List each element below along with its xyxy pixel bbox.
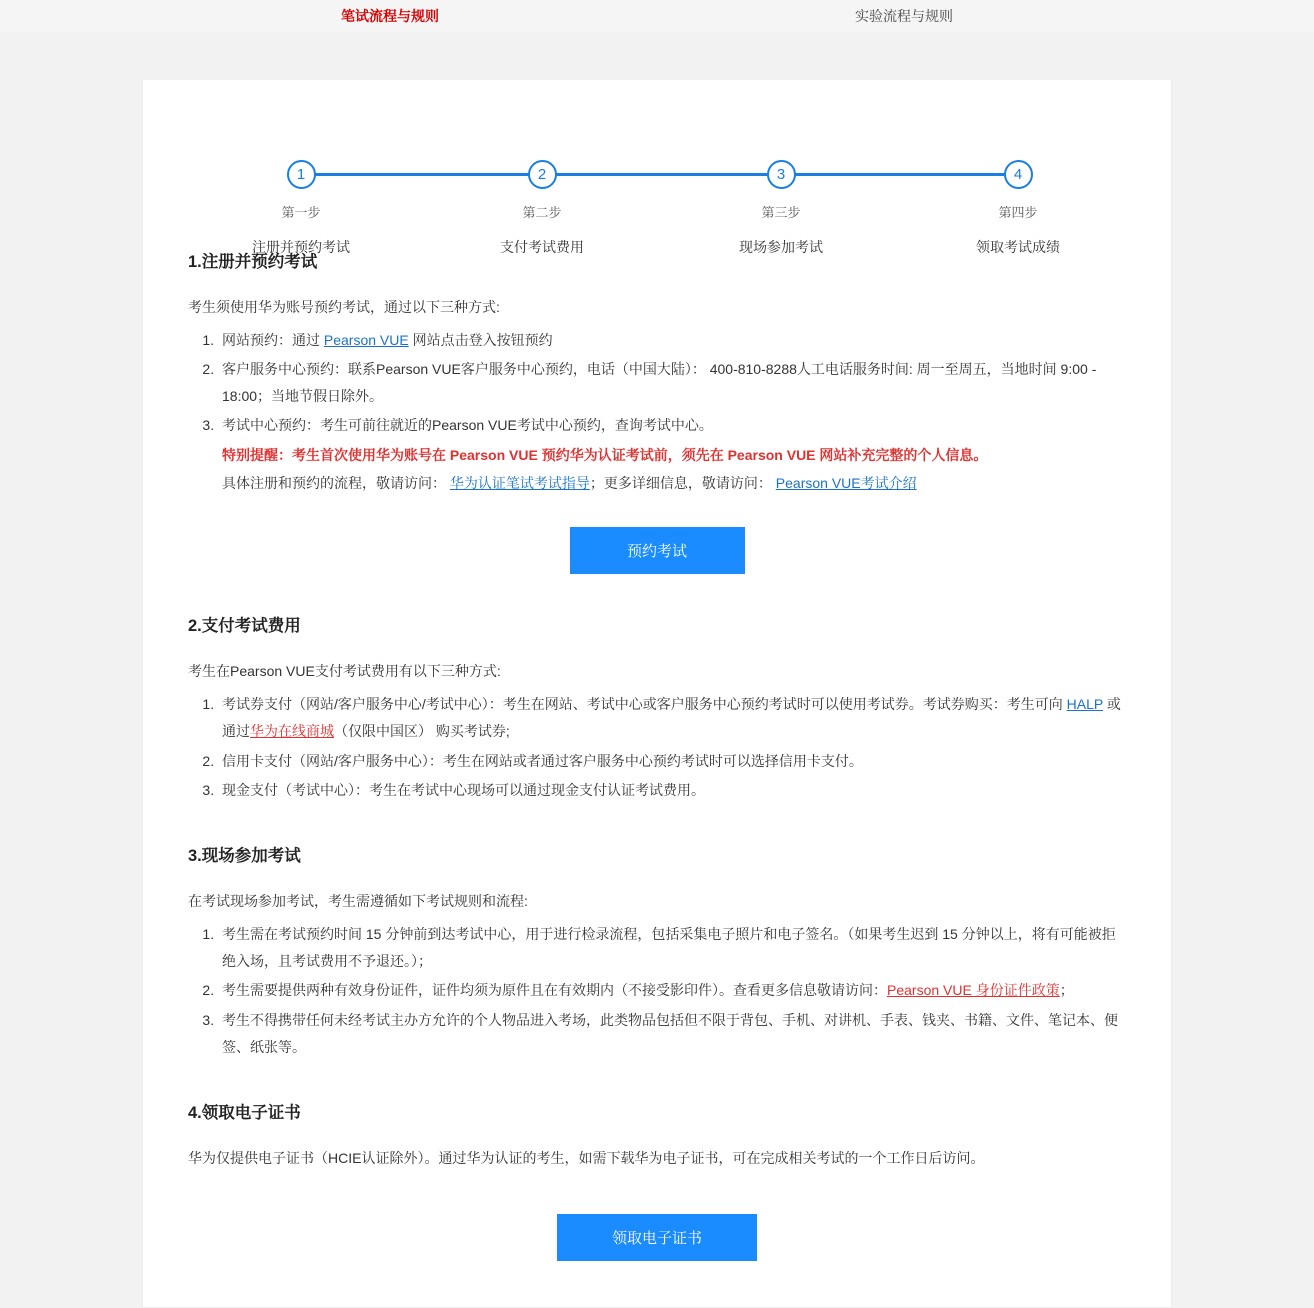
stepper-step-1 <box>221 160 381 257</box>
section-1-subnote <box>222 470 1126 497</box>
section-1-intro: 考生须使用华为账号预约考试，通过以下三种方式: <box>188 299 500 315</box>
stepper-step-2 <box>462 160 622 257</box>
written-exam-guide-link[interactable]: 华为认证笔试考试指导 <box>449 475 590 492</box>
section-3-list <box>188 921 1126 1061</box>
section-1-item3: 考试中心预约：考生可前往就近的Pearson VUE考试中心预约，查询考试中心。 <box>222 417 713 434</box>
page-card <box>142 80 1172 1308</box>
list-item: 3. 现金支付（考试中心）：考生在考试中心现场可以通过现金支付认证考试费用。 <box>218 777 1126 804</box>
step-2-number: 2 <box>528 160 557 189</box>
step-4-name: 第四步 <box>998 205 1038 220</box>
step-3-name: 第三步 <box>761 205 801 220</box>
section-3-title: 3.现场参加考试 <box>188 847 301 866</box>
tab-bar <box>0 0 1314 32</box>
list-item <box>218 327 1126 354</box>
section-2-item1-post: （仅限中国区） 购买考试券; <box>334 723 510 740</box>
pearson-vue-id-policy-link[interactable]: Pearson VUE 身份证件政策 <box>887 982 1060 999</box>
section-1-item1-pre: 网站预约：通过 <box>222 331 324 348</box>
section-2-item1-mid: 或通过 <box>222 695 1121 740</box>
list-item <box>218 977 1126 1004</box>
section-1-item1-post: 网站点击登入按钮预约 <box>408 331 553 348</box>
step-3-number: 3 <box>767 160 796 189</box>
get-certificate-button[interactable]: 领取电子证书 <box>557 1214 757 1261</box>
step-2-desc: 支付考试费用 <box>500 239 584 255</box>
step-2-name: 第二步 <box>522 205 562 220</box>
list-item: 1. 考生需在考试预约时间 15 分钟前到达考试中心，用于进行检录流程，包括采集电子照片和电子签名。（如果考生迟到 15 分钟以上，将有可能被拒绝入场，且考试费用不予退还。）； <box>218 921 1126 976</box>
list-item <box>218 412 1126 497</box>
stepper-step-3 <box>701 160 861 257</box>
section-2-title: 2.支付考试费用 <box>188 617 301 636</box>
content-area <box>143 248 1171 1261</box>
section-4-para: 华为仅提供电子证书（HCIE认证除外）。通过华为认证的考生，如需下载华为电子证书，可在完成相关考试的一个工作日后访问。 <box>188 1150 985 1167</box>
get-certificate-button-wrap <box>188 1214 1126 1261</box>
stepper-step-4 <box>938 160 1098 257</box>
step-1-number: 1 <box>287 160 316 189</box>
section-3-intro: 在考试现场参加考试，考生需遵循如下考试规则和流程: <box>188 893 528 910</box>
pearson-vue-link[interactable]: Pearson VUE <box>323 331 409 348</box>
tab-lab-exam-rules[interactable]: 实验流程与规则 <box>855 8 953 24</box>
book-exam-button-wrap <box>188 527 1126 574</box>
huawei-online-store-link[interactable]: 华为在线商城 <box>250 723 334 740</box>
list-item: 2. 信用卡支付（网站/客户服务中心）：考生在网站或者通过客户服务中心预约考试时可以选择信用卡支付。 <box>218 748 1126 775</box>
section-3-item2-pre: 考生需要提供两种有效身份证件，证件均须为原件且在有效期内（不接受影印件）。查看更多信息敬请访问： <box>222 982 887 999</box>
section-2-item1-pre: 考试券支付（网站/客户服务中心/考试中心）：考生在网站、考试中心或客户服务中心预约考试时可以使用考试券。考试券购买：考生可向 <box>222 695 1067 712</box>
section-4-title: 4.领取电子证书 <box>188 1104 301 1123</box>
step-1-name: 第一步 <box>281 205 321 220</box>
stepper <box>143 80 1171 255</box>
list-item <box>218 691 1126 746</box>
section-1-title: 1.注册并预约考试 <box>188 253 318 271</box>
step-1-desc: 注册并预约考试 <box>252 239 350 255</box>
section-1-warning: 特别提醒：考生首次使用华为账号在 Pearson VUE 预约华为认证考试前，须先在 Pearson VUE 网站补充完整的个人信息。 <box>222 446 988 463</box>
section-1-subnote-pre: 具体注册和预约的流程，敬请访问： <box>222 475 446 492</box>
book-exam-button[interactable]: 预约考试 <box>570 527 745 574</box>
section-1-subnote-mid: ；更多详细信息，敬请访问： <box>589 475 772 492</box>
section-2-intro: 考生在Pearson VUE支付考试费用有以下三种方式: <box>188 663 501 680</box>
section-2-list <box>188 691 1126 804</box>
step-3-desc: 现场参加考试 <box>739 239 823 255</box>
stepper-progress-line <box>303 173 1023 176</box>
tab-written-exam-rules[interactable]: 笔试流程与规则 <box>341 8 439 24</box>
list-item: 2. 客户服务中心预约：联系Pearson VUE客户服务中心预约，电话（中国大陆）： 400-810-8288人工电话服务时间: 周一至周五，当地时间 9:00 - 18:00；当地节假日除外。 <box>218 356 1126 411</box>
list-item: 3. 考生不得携带任何未经考试主办方允许的个人物品进入考场，此类物品包括但不限于背包、手机、对讲机、手表、钱夹、书籍、文件、笔记本、便签、纸张等。 <box>218 1007 1126 1062</box>
section-3-item2-post: ； <box>1059 982 1074 999</box>
section-1-list <box>188 327 1126 498</box>
halp-link[interactable]: HALP <box>1066 695 1103 712</box>
step-4-number: 4 <box>1004 160 1033 189</box>
step-4-desc: 领取考试成绩 <box>976 239 1060 255</box>
pearson-vue-intro-link[interactable]: Pearson VUE考试介绍 <box>775 475 917 492</box>
